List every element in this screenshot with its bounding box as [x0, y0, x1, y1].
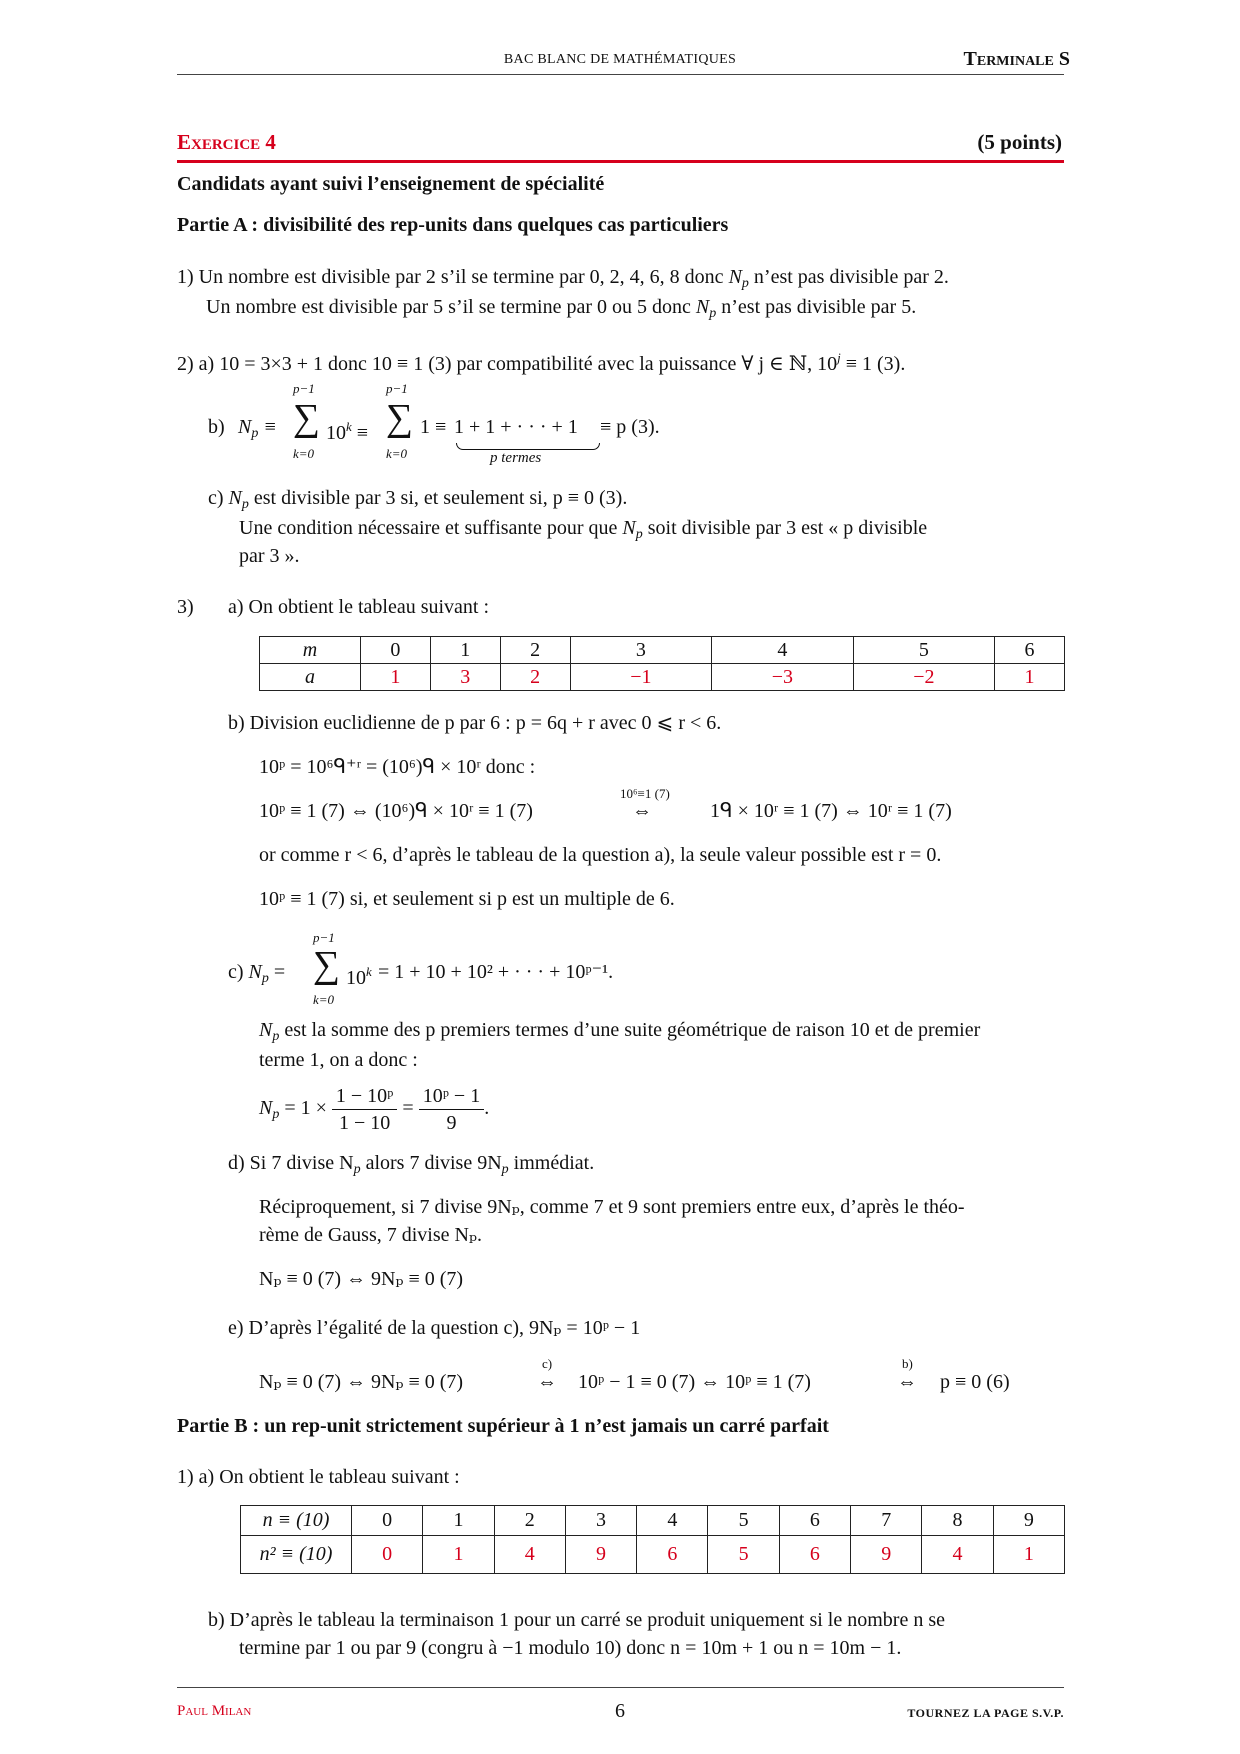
- partA-q3b-line2: 10ᵖ = 10⁶ᑫ⁺ʳ = (10⁶)ᑫ × 10ʳ donc :: [259, 756, 536, 778]
- q3e-equiv-arrow-2: ⇔: [897, 1371, 917, 1393]
- partA-q3d-line2: Réciproquement, si 7 divise 9Nₚ, comme 7 et 9 sont premiers entre eux, d’après le théo-: [259, 1196, 965, 1218]
- footer-note: TOURNEZ LA PAGE S.V.P.: [907, 1706, 1064, 1720]
- partA-q3b-line1: b) Division euclidienne de p par 6 : p = 6q + r avec 0 ⩽ r < 6.: [228, 712, 722, 734]
- table1-a: −3: [712, 664, 854, 691]
- fraction-2: [419, 1083, 485, 1136]
- table-n-squares: [240, 1505, 1065, 1574]
- running-header-title: BAC BLANC DE MATHÉMATIQUES: [503, 52, 737, 67]
- q2c-line1: est divisible par 3 si, et seulement si, p ≡ 0 (3).: [248, 487, 628, 509]
- partA-title: Partie A : divisibilité des rep-units dans quelques cas particuliers: [177, 214, 729, 236]
- partB-title: Partie B : un rep-unit strictement supérieur à 1 n’est jamais un carré parfait: [177, 1415, 829, 1437]
- table1-m: 1: [430, 637, 500, 664]
- fraction-1-den: 1 − 10: [339, 1112, 391, 1134]
- table1-a: −1: [570, 664, 712, 691]
- table2-header-n2: n² ≡ (10): [241, 1536, 352, 1574]
- table2-n2: 6: [637, 1536, 708, 1574]
- partA-q3d-line4: Nₚ ≡ 0 (7) ⇔ 9Nₚ ≡ 0 (7): [259, 1268, 464, 1290]
- table2-n2: 5: [708, 1536, 779, 1574]
- partA-q3b-line3b: 1ᑫ × 10ʳ ≡ 1 (7) ⇔ 10ʳ ≡ 1 (7): [710, 800, 952, 822]
- q1-text-a: 1) Un nombre est divisible par 2 s’il se termine par 0, 2, 4, 6, 8 donc: [177, 266, 729, 288]
- q3e-equiv-arrow-1: ⇔: [537, 1371, 557, 1393]
- exercise-rule: [177, 160, 1064, 163]
- table1-a: 2: [500, 664, 570, 691]
- footer-rule: [177, 1687, 1064, 1688]
- table2-n: 6: [779, 1506, 850, 1536]
- partA-q2c-line1: c) $N_p$ est divisible par 3 si, et seulement si, p ≡ 0 (3).: [208, 487, 628, 512]
- partA-q3c-sum: c) $N_p$ = p−1 ∑ k=0 10$^k$ = 1 + 10 + 10² + · · · + 10ᵖ⁻¹.: [228, 930, 614, 1007]
- table2-n2: 4: [494, 1536, 565, 1574]
- table2-n: 0: [352, 1506, 423, 1536]
- exercise-points: (5 points): [977, 130, 1062, 154]
- fraction-1: [332, 1083, 398, 1136]
- table2-n: 7: [851, 1506, 922, 1536]
- partA-q3d-line1: d) Si 7 divise $N_p$ alors 7 divise $9N_p$ immédiat.: [228, 1152, 595, 1177]
- header-rule: [177, 74, 1064, 75]
- table2-n: 2: [494, 1506, 565, 1536]
- table1-m: 0: [361, 637, 431, 664]
- table2-n2: 9: [565, 1536, 636, 1574]
- q3d-text-2: alors 7 divise 9N: [360, 1152, 502, 1174]
- partB-q1b-line2: termine par 1 ou par 9 (congru à −1 modulo 10) donc n = 10m + 1 ou n = 10m − 1.: [239, 1637, 902, 1659]
- exercise-subtitle: Candidats ayant suivi l’enseignement de spécialité: [177, 173, 605, 195]
- table1-m: 2: [500, 637, 570, 664]
- table2-n2: 9: [851, 1536, 922, 1574]
- table1-m: 6: [995, 637, 1065, 664]
- partA-q2a: 2) a) 10 = 3×3 + 1 donc 10 ≡ 1 (3) par compatibilité avec la puissance ∀ j ∈ ℕ, $10^j \equiv 1$ (3).: [177, 350, 906, 375]
- table1-a: −2: [853, 664, 995, 691]
- table-m-a: [259, 636, 1065, 691]
- partA-q2c-line3: par 3 ».: [239, 545, 300, 567]
- q2b-end: ≡ p (3).: [600, 416, 660, 438]
- table2-header-n: n ≡ (10): [241, 1506, 352, 1536]
- table1-header-m: m: [260, 637, 361, 664]
- q2c-line2-a: Une condition nécessaire et suffisante pour que: [239, 517, 623, 539]
- q3b-arrow-annotation: 10⁶≡1 (7): [620, 786, 670, 801]
- footer-author: Paul Milan: [177, 1703, 252, 1719]
- partA-q3e-line2c: p ≡ 0 (6): [940, 1371, 1010, 1393]
- table2-n2: 0: [352, 1536, 423, 1574]
- exercise-title: Exercice 4: [177, 130, 276, 154]
- table2-n: 4: [637, 1506, 708, 1536]
- partB-q1a: 1) a) On obtient le tableau suivant :: [177, 1466, 460, 1488]
- partA-q3e-line1: e) D’après l’égalité de la question c), 9Nₚ = 10ᵖ − 1: [228, 1317, 641, 1339]
- q3c-line2: est la somme des p premiers termes d’une suite géométrique de raison 10 et de premier: [279, 1019, 981, 1041]
- partA-q3-number: 3): [177, 596, 194, 618]
- q3d-text-3: immédiat.: [508, 1152, 595, 1174]
- q2b-brace-label: p termes: [490, 450, 542, 466]
- table2-n2: 1: [423, 1536, 494, 1574]
- table1-m: 5: [853, 637, 995, 664]
- fraction-2-num: 10ᵖ − 1: [419, 1083, 485, 1110]
- partA-q1-line1: 1) Un nombre est divisible par 2 s’il se termine par 0, 2, 4, 6, 8 donc $N_p$ n’est pas divisible par 2.: [177, 266, 949, 291]
- table2-n: 5: [708, 1506, 779, 1536]
- q1-line2-text-b: n’est pas divisible par 5.: [716, 296, 917, 318]
- q1-text-b: n’est pas divisible par 2.: [748, 266, 949, 288]
- table1-a: 3: [430, 664, 500, 691]
- page-number: 6: [615, 1700, 625, 1722]
- q3e-arrow1-annotation: c): [542, 1356, 553, 1371]
- q3e-arrow2-annotation: b): [902, 1356, 913, 1371]
- table1-a: 1: [361, 664, 431, 691]
- table2-n: 3: [565, 1506, 636, 1536]
- fraction-1-num: 1 − 10ᵖ: [332, 1083, 398, 1110]
- q3d-text-1: d) Si 7 divise N: [228, 1152, 354, 1174]
- partB-q1b-line1: b) D’après le tableau la terminaison 1 pour un carré se produit uniquement si le nombre n se: [208, 1609, 945, 1631]
- table1-m: 4: [712, 637, 854, 664]
- q3c-sum-end: = 1 + 10 + 10² + · · · + 10ᵖ⁻¹.: [378, 961, 614, 983]
- q2c-line2-b: soit divisible par 3 est « p divisible: [642, 517, 928, 539]
- table2-n2: 4: [922, 1536, 993, 1574]
- q2a-text: 2) a) 10 = 3×3 + 1 donc 10 ≡ 1 (3) par compatibilité avec la puissance ∀ j ∈ ℕ, 10: [177, 353, 838, 375]
- table1-header-a: a: [260, 664, 361, 691]
- partA-q3c-line2: $N_p$ est la somme des p premiers termes d’une suite géométrique de raison 10 et de premier: [259, 1019, 981, 1044]
- partA-q3c-line3: terme 1, on a donc :: [259, 1049, 418, 1071]
- partA-q3b-line4: or comme r < 6, d’après le tableau de la question a), la seule valeur possible est r = 0.: [259, 844, 942, 866]
- partA-q3e-line2b: 10ᵖ − 1 ≡ 0 (7) ⇔ 10ᵖ ≡ 1 (7): [578, 1371, 811, 1393]
- partA-q3b-line3a: 10ᵖ ≡ 1 (7) ⇔ (10⁶)ᑫ × 10ʳ ≡ 1 (7): [259, 800, 533, 822]
- table2-n: 9: [993, 1506, 1064, 1536]
- q1-line2-text-a: Un nombre est divisible par 5 s’il se termine par 0 ou 5 donc: [206, 296, 696, 318]
- partA-q3a: a) On obtient le tableau suivant :: [228, 596, 490, 618]
- partA-q1-line2: Un nombre est divisible par 5 s’il se termine par 0 ou 5 donc $N_p$ n’est pas divisible par 5.: [206, 296, 917, 321]
- partA-q3d-line3: rème de Gauss, 7 divise Nₚ.: [259, 1224, 482, 1246]
- partA-q3c-formula: $N_p = 1$ × $\frac{\text{1 − 10ᵖ}}{1 - 10}$ = $\frac{\text{10ᵖ − 1}}{9}$ .: [259, 1085, 490, 1134]
- partA-q3b-line5: 10ᵖ ≡ 1 (7) si, et seulement si p est un multiple de 6.: [259, 888, 675, 910]
- table2-n: 8: [922, 1506, 993, 1536]
- table2-n2: 1: [993, 1536, 1064, 1574]
- q2b-label: b): [208, 416, 225, 438]
- fraction-2-den: 9: [446, 1112, 457, 1134]
- table2-n2: 6: [779, 1536, 850, 1574]
- table2-n: 1: [423, 1506, 494, 1536]
- table1-m: 3: [570, 637, 712, 664]
- partA-q2c-line2: Une condition nécessaire et suffisante pour que $N_p$ soit divisible par 3 est « p divisible: [239, 517, 928, 542]
- partA-q2b: b) $N_p$ ≡ p−1 ∑ k=0 $10^k$ ≡ p−1 ∑ k=0 1 ≡ 1 + 1 + · · · + 1 p termes ≡ p (3).: [208, 381, 660, 466]
- q3b-equiv-arrow: ⇔: [632, 800, 652, 822]
- partA-q3e-line2a: Nₚ ≡ 0 (7) ⇔ 9Nₚ ≡ 0 (7): [259, 1371, 464, 1393]
- q2a-end: ≡ 1 (3).: [840, 353, 906, 375]
- running-header-class: Terminale S: [963, 48, 1070, 70]
- table1-a: 1: [995, 664, 1065, 691]
